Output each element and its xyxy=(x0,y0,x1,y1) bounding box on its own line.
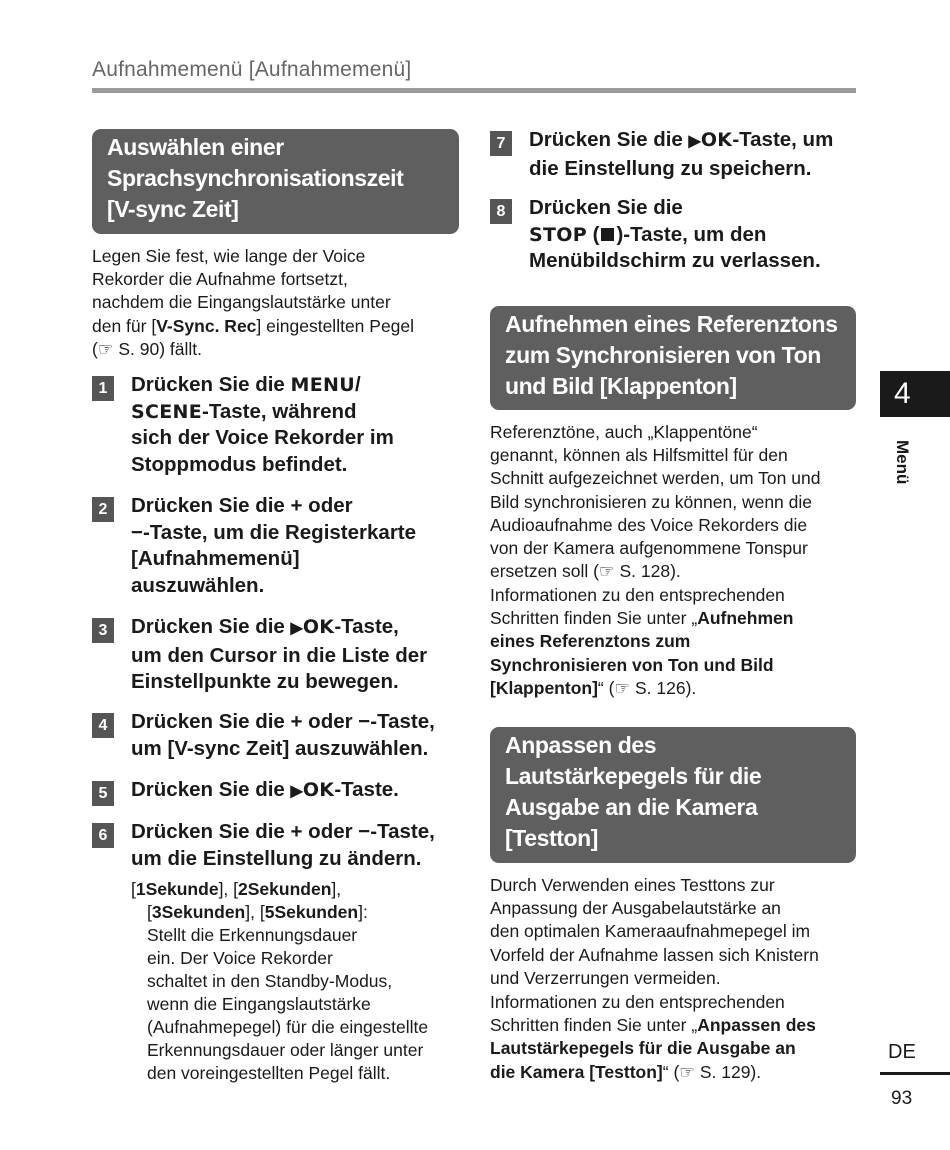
ok-key-label: OK xyxy=(302,779,335,801)
klappenton-description: Referenztöne, auch „Klappentöne“ genannt, können als Hilfsmittel für den Schnitt aufgezeichnet werden, um Ton und Bild synchronisieren zu können, wenn die Audioaufnahme des Voice Rekorders die von der Kamera aufgenommene Tonspur ersetzen soll (☞ S. 128). xyxy=(490,422,821,582)
play-triangle-icon: ▶ xyxy=(290,620,303,637)
chapter-label: Menü xyxy=(893,440,912,485)
menu-key-label: MENU xyxy=(290,374,355,396)
testton-description: Durch Verwenden eines Testtons zur Anpassung der Ausgabelautstärke an den optimalen Kameraaufnahmepegel im Vorfeld der Aufnahme lassen sich Knistern und Verzerrungen vermeiden. xyxy=(490,875,819,988)
step-6-description: [3Sekunden], [5Sekunden]: Stellt die Erkennungsdauer ein. Der Voice Rekorder schaltet in den Standby-Modus, wenn die Eingangslautstärke (Aufnahmepegel) für die eingestellte Erkennungsdauer oder länger unter den voreingestellten Pegel fällt. xyxy=(147,902,429,1083)
scene-key-label: SCENE xyxy=(131,400,202,423)
stop-key-label: STOP xyxy=(529,223,587,246)
step-number: 3 xyxy=(92,618,114,643)
ok-key-label: OK xyxy=(700,129,733,151)
step-number: 8 xyxy=(490,199,512,224)
play-triangle-icon: ▶ xyxy=(688,133,701,150)
step-number: 6 xyxy=(92,823,114,848)
stop-square-icon xyxy=(601,228,614,241)
step-number: 4 xyxy=(92,713,114,738)
step-6-options: [1Sekunde], [2Sekunden], xyxy=(131,879,342,899)
header-rule xyxy=(92,88,856,93)
section-intro: Legen Sie fest, wie lange der Voice Rekorder die Aufnahme fortsetzt, nachdem die Eingangslautstärke unter den für [V-Sync. Rec] eingestellten Pegel (☞ S. 90) fällt. xyxy=(92,246,415,359)
play-triangle-icon: ▶ xyxy=(290,783,303,800)
step-number: 5 xyxy=(92,781,114,806)
ok-key-label: OK xyxy=(302,616,335,638)
chapter-tab: 4 xyxy=(880,371,950,417)
language-label: DE xyxy=(888,1041,916,1063)
step-number: 2 xyxy=(92,497,114,522)
section-title-testton: Anpassen des Lautstärkepegels für die Ausgabe an die Kamera [Testton] xyxy=(490,727,856,863)
testton-reference: Informationen zu den entsprechenden Schritten finden Sie unter „Anpassen des Lautstärkepegels für die Ausgabe an die Kamera [Testton]“ (☞ S. 129). xyxy=(490,992,816,1082)
step-number: 7 xyxy=(490,131,512,156)
section-title-vsync: Auswählen einer Sprachsynchronisationszeit [V-sync Zeit] xyxy=(92,129,459,234)
section-title-klappenton: Aufnehmen eines Referenztons zum Synchronisieren von Ton und Bild [Klappenton] xyxy=(490,306,856,410)
klappenton-reference: Informationen zu den entsprechenden Schritten finden Sie unter „Aufnehmen eines Referenztons zum Synchronisieren von Ton und Bild [Klappenton]“ (☞ S. 126). xyxy=(490,585,794,698)
page-number: 93 xyxy=(891,1088,913,1109)
page-header: Aufnahmemenü [Aufnahmemenü] xyxy=(92,58,412,81)
step-number: 1 xyxy=(92,376,114,401)
language-rule xyxy=(880,1072,950,1075)
